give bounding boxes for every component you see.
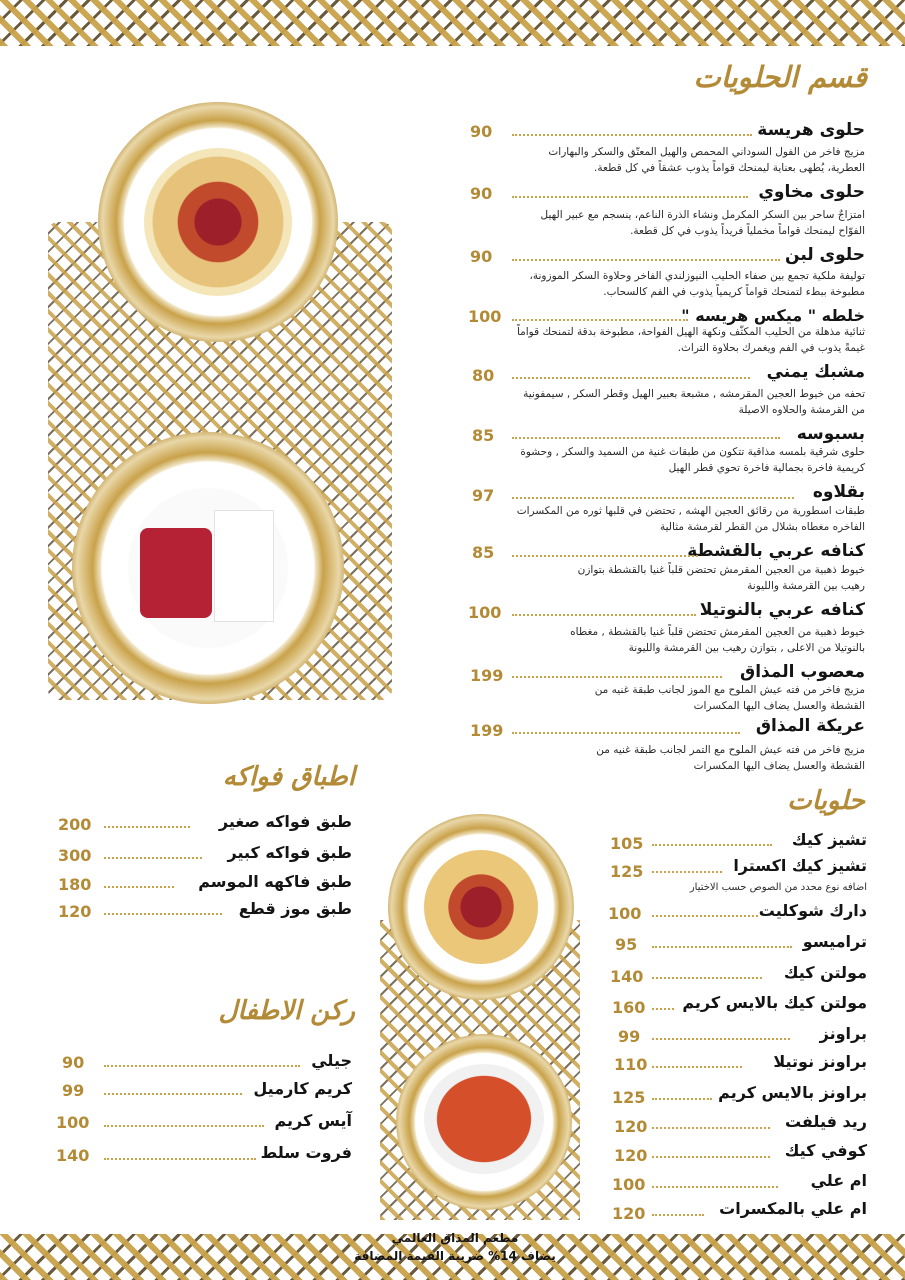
menu-item-name: طبق فاكهه الموسم [198,872,352,891]
menu-item-dots [104,1125,264,1127]
menu-item-dots [104,1065,300,1067]
menu-item-dots [652,844,772,846]
menu-item-name: ام علي بالمكسرات [719,1199,867,1218]
menu-item-desc: خيوط ذهبية من العجين المقرمش تحتضن قلباً غنيا بالقشطة , مغطاه بالنوتيلا من الاعلى , بتوازن رهيب بين القرمشة والليونة [570,626,865,654]
menu-item-name: ريد فيلفت [784,1112,867,1131]
menu-item-price: 120 [612,1204,646,1223]
menu-item-price: 100 [612,1175,646,1194]
menu-item-dots [512,614,696,616]
menu-item-price: 110 [614,1055,648,1074]
menu-item-name: براونز بالايس كريم [718,1083,867,1102]
menu-item-dots [652,1156,770,1158]
plate-mushabak [396,1034,572,1210]
menu-item-name: طبق موز قطع [238,899,352,918]
menu-item-dots [652,1098,712,1100]
menu-item-name: كنافه عربي بالنوتيلا [699,600,865,620]
menu-item-name: تشيز كيك اكسترا [733,856,867,875]
footer-restaurant-name: مطعم المذاق العالمي [391,1231,519,1245]
menu-item-name: كوفي كيك [784,1141,867,1160]
menu-item-price: 140 [610,967,644,986]
menu-item-dots [512,555,698,557]
menu-item-price: 120 [58,902,92,921]
menu-item-price: 85 [472,426,495,445]
menu-item-price: 95 [615,935,638,954]
menu-item-name: خلطه " ميكس هريسه " [681,306,865,325]
footer-tax-note: يضاف 14% ضريبة القيمة المضافة [354,1249,556,1263]
menu-item-price: 97 [472,486,495,505]
menu-item-dots [104,886,174,888]
menu-item-desc: مزيج فاخر من الفول السوداني المحمص والهيل المعتّق والسكر والبهارات العطرية، يُطهى بعناية ليمنحك قواماً يذوب عشقاً في كل قطعة. [548,146,865,174]
food-basbousa-image [128,488,288,648]
menu-item-price: 125 [612,1088,646,1107]
menu-item-name: طبق فواكه كبير [227,843,352,862]
menu-item-dots [104,913,222,915]
menu-item-dots [512,497,794,499]
menu-item-dots [512,437,780,439]
menu-item-price: 100 [56,1113,90,1132]
menu-item-dots [512,196,748,198]
menu-item-dots [652,871,722,873]
menu-item-dots [652,1038,790,1040]
menu-item-dots [512,259,780,261]
menu-item-desc: امتزاجٌ ساحر بين السكر المكرمل ونشاء الذرة الناعم، ينسجم مع عبير الهيل الفوّاح ليمنحك قواماً مخملياً فريداً يذوب في كل قطعة. [540,209,865,237]
menu-item-name: براونز [819,1024,867,1043]
menu-item-price: 200 [58,815,92,834]
menu-item-price: 90 [470,184,493,203]
menu-item-desc: توليفة ملكية تجمع بين صفاء الحليب النيوزلندي الفاخر وحلاوة السكر الموزونة، مطبوخة ببطء لتمنحك قواماً كريمياً يذوب في الفم كالسحاب. [529,270,865,298]
menu-item-price: 100 [468,603,502,622]
menu-item-name: آيس كريم [274,1111,352,1130]
menu-item-price: 160 [612,998,646,1017]
menu-item-note: اضافه نوع محدد من الصوص حسب الاختيار [689,882,867,893]
menu-item-dots [512,134,752,136]
menu-item-price: 120 [614,1117,648,1136]
menu-item-name: مولتن كيك [783,963,867,982]
menu-item-dots [652,1127,770,1129]
food-mushabak-image [424,1064,544,1174]
menu-item-desc: خيوط ذهبية من العجين المقرمش تحتضن قلباً غنيا بالقشطة بتوازن رهيب بين القرمشة والليونة [577,564,865,592]
menu-item-dots [652,977,762,979]
menu-item-name: دارك شوكليت [758,901,867,920]
menu-item-price: 140 [56,1146,90,1165]
menu-item-price: 105 [610,834,644,853]
menu-item-name: بسبوسه [796,424,865,444]
menu-item-price: 85 [472,543,495,562]
menu-item-dots [104,1093,242,1095]
menu-item-dots [512,319,688,321]
menu-item-price: 90 [470,122,493,141]
menu-item-price: 100 [608,904,642,923]
menu-item-price: 80 [472,366,495,385]
menu-item-desc: مزيج فاخر من فته عيش الملوح مع الموز لجانب طبقة غنيه من القشطة والعسل يضاف اليها المكسرات [594,684,865,712]
menu-item-price: 300 [58,846,92,865]
menu-item-name: فروت سلط [260,1143,352,1162]
menu-item-dots [652,946,792,948]
menu-item-price: 120 [614,1146,648,1165]
menu-item-dots [512,377,750,379]
menu-item-dots [652,915,758,917]
menu-item-price: 199 [470,721,504,740]
menu-item-name: بقلاوه [812,482,865,502]
menu-item-price: 100 [468,307,502,326]
menu-item-price: 199 [470,666,504,685]
plate-harissa [98,102,338,342]
plate-basbousa [72,432,344,704]
menu-item-dots [512,732,740,734]
menu-item-name: حلوى هريسة [757,120,865,140]
menu-item-dots [652,1008,674,1010]
menu-item-name: حلوى لبن [785,245,865,265]
menu-item-desc: حلوى شرقية بلمسه مذاقية تتكون من طبقات غنية من السميد والسكر , وحشوة كريمية فاخرة بجمالية فاخرة تحوي قطر الهيل [520,446,865,474]
food-harissa-small-image [424,850,538,964]
menu-item-dots [652,1066,742,1068]
section-title-fruits: اطباق فواكه [222,762,355,792]
food-harissa-image [144,148,292,296]
menu-item-name: ام علي [810,1171,867,1190]
menu-item-dots [652,1214,704,1216]
section-title-halawiyat: حلويات [787,786,865,816]
menu-item-name: جيلي [311,1051,352,1070]
menu-item-price: 125 [610,862,644,881]
menu-item-desc: مزيج فاخر من فته عيش الملوح مع التمر لجانب طبقة غنيه من القشطة والعسل يضاف اليها المكسرات [596,744,865,772]
menu-item-dots [652,1186,778,1188]
menu-item-dots [104,1158,256,1160]
menu-item-desc: تحفه من خيوط العجين المقرمشه , مشبعة بعبير الهيل وقطر السكر , سيمفونية من القرمشة والحلاوه الاصيلة [523,388,865,416]
top-pattern-band [0,0,905,46]
menu-item-name: براونز نوتيلا [773,1052,867,1071]
menu-item-price: 99 [618,1027,641,1046]
menu-item-name: عريكة المذاق [755,716,865,736]
section-title-kids: ركن الاطفال [218,996,355,1026]
menu-item-price: 90 [62,1053,85,1072]
menu-item-name: تراميسو [802,932,867,951]
menu-item-desc: طبقات اسطورية من رقائق العجين الهشه , تحتضن في قلبها ثوره من المكسرات الفاخره مغطاه بشلال من القطر لقرمشة مثالية [516,505,865,533]
menu-item-dots [512,676,722,678]
menu-item-name: كريم كارميل [253,1079,352,1098]
menu-item-price: 90 [470,247,493,266]
menu-item-name: تشيز كيك [791,830,867,849]
menu-item-price: 180 [58,875,92,894]
plate-harissa-small [388,814,574,1000]
menu-item-dots [104,826,190,828]
menu-item-price: 99 [62,1081,85,1100]
menu-item-name: كنافه عربي بالقشطة [687,541,865,561]
menu-item-desc: ثنائية مذهلة من الحليب المكثّف ونكهة الهيل الفواحة، مطبوخة بدقة لتمنحك قواماً غيمةً يذوب في الفم ويغمرك بحلاوة التراث. [516,326,865,354]
menu-item-name: مشبك يمني [766,362,865,382]
menu-item-dots [104,857,202,859]
section-title-halawiyat-main: قسم الحلويات [693,60,867,94]
menu-item-name: مولتن كيك بالايس كريم [682,993,867,1012]
menu-item-name: معصوب المذاق [740,662,865,682]
menu-item-name: طبق فواكه صغير [218,812,352,831]
menu-item-name: حلوى مخاوي [758,182,865,202]
